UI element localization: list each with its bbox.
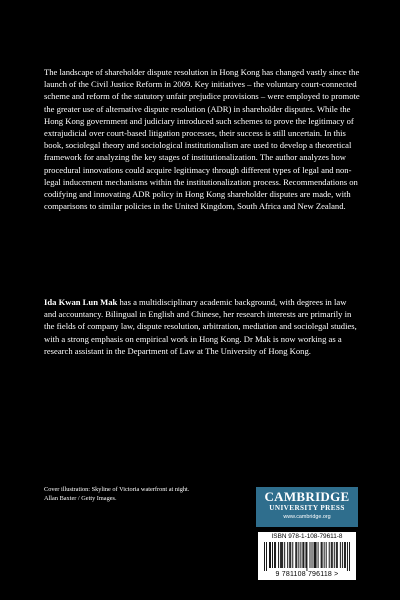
barcode-digits: 9 781108 796118 > xyxy=(275,571,339,578)
cover-illustration-credit: Cover illustration: Skyline of Victoria waterfront at night. Allan Baxter / Getty Images. xyxy=(44,486,190,502)
author-name: Ida Kwan Lun Mak xyxy=(44,297,118,307)
publisher-url: www.cambridge.org xyxy=(283,514,331,520)
isbn-label: ISBN 978-1-108-79611-8 xyxy=(271,533,343,540)
barcode-box xyxy=(258,532,356,580)
book-description: The landscape of shareholder dispute resolution in Hong Kong has changed vastly since the launch of the Civil Justice Reform in 2009. Key initiatives – the voluntary court-connected scheme and reform of the statutory unfair prejudice provisions – were employed to promote the greater use of alternative dispute resolution (ADR) in shareholder disputes. While the Hong Kong government and judiciary introduced such schemes to prove the legitimacy of extrajudicial over court-based litigation processes, their success is still uncertain. In this book, sociolegal theory and sociological institutionalism are used to develop a theoretical framework for analyzing the key stages of institutionalization. The author analyzes how procedural innovations could acquire legitimacy through different types of legal and non-legal inducement mechanisms within the institutionalization process. Recommendations on codifying and innovating ADR policy in Hong Kong shareholder disputes are made, with comparisons to similar policies in the United Kingdom, South Africa and New Zealand. xyxy=(44,67,360,212)
publisher-logo xyxy=(256,487,358,527)
publisher-subtitle: UNIVERSITY PRESS xyxy=(269,504,345,512)
author-bio xyxy=(44,296,360,357)
publisher-name: CAMBRIDGE xyxy=(264,489,350,504)
author-bio-text: has a multidisciplinary academic background, with degrees in law and accountancy. Bilingual in English and Chinese, her research interests are primarily in the fields of company law, dispute resolution, arbitration, mediation and sociolegal studies, with a strong emphasis on empirical work in Hong Kong. Dr Mak is now working as a research assistant in the Department of Law at The University of Hong Kong. xyxy=(44,297,357,356)
barcode-icon xyxy=(264,542,350,571)
